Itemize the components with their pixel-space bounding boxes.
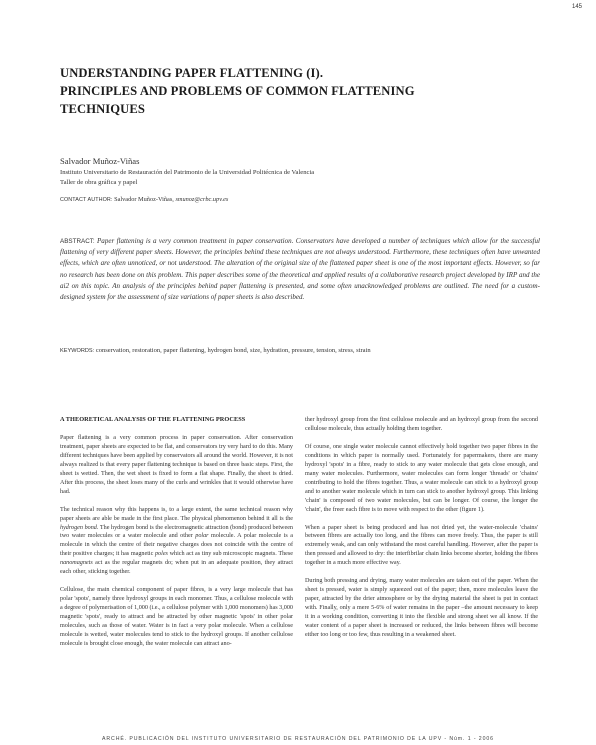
section-heading: A THEORETICAL ANALYSIS OF THE FLATTENING PROCESS <box>60 416 246 423</box>
body-paragraph <box>305 416 538 434</box>
affiliation-line: Instituto Universitario de Restauración del Patrimonio de la Universidad Politécnica de Valencia <box>60 169 315 176</box>
abstract-text: Paper flattening is a very common treatment in paper conservation. Conservators have developed a number of techniques which allow for the successful flattening of very different paper sheets. However, the principles behind these techniques are not always understood. Furthermore, these techniques often have unwanted effects, which are often unnoticed, or not understood. The alteration of the original size of the flattened paper sheet is one of the most important effects. However, so far no research has been done on this problem. This paper describes some of the theoretical and applied results of a collaborative research project developed by IRP and the ai2 on this topic. An analysis of the principles behind paper flattening is presented, and some often unacknowledged problems are outlined. The need for a custom-designed system for the assessment of size variations of paper sheets is also described. <box>60 237 541 302</box>
italic-term: polar <box>195 533 209 540</box>
affiliation-line: Taller de obra gráfica y papel <box>60 178 138 186</box>
paper-title <box>60 64 550 118</box>
body-paragraph <box>60 506 293 578</box>
keywords-label: KEYWORDS: <box>60 348 95 354</box>
paragraph-text: Cellulose, the main chemical component of paper fibres, is a very large molecule that has polar 'spots', namely three hydroxyl groups in each monomer. Thus, a cellulose molecule with a degree of polymerisation of 1,000 (i.e., a cellulose polymer with 1,000 monomers) has 3,000 magnetic 'spots', ready to attract and be attracted by other magnetic 'spots' in other polar molecules, such as those of water. Water is in fact a very polar molecule. When a cellulose molecule is wetted, water molecules tend to stick to the hydroxyl groups. If another cellulose molecule is brought close enough, the water molecule can attract ano- <box>60 587 293 647</box>
contact-label: CONTACT AUTHOR: <box>60 197 113 203</box>
abstract <box>60 236 540 303</box>
contact-email[interactable]: smunoz@crbc.upv.es <box>175 196 229 203</box>
body-paragraph <box>60 434 293 497</box>
paragraph-text: During both pressing and drying, many water molecules are taken out of the paper. When the sheet is pressed, water is simply squeezed out of the paper; then, more molecules leave the paper, attracted by the drier atmosphere or by the drying material the sheet is put in contact with. Finally, only a mere 5-6% of water remains in the paper –the amount necessary to keep it in a working condition, converting it into the flexible and strong sheet we all know. If the water content of a paper sheet is increased or reduced, the links between fibres will become either too long or too few, thus resulting in a weakened sheet. <box>305 578 538 639</box>
paragraph-text: Paper flattening is a very common process in paper conservation. After conservation treatment, paper sheets are expected to be flat, and conservators try very hard to do this. Many different techniques have been applied by conservators all around the world. However, it is not always realized is that every paper flattening technique is based on three basic steps. First, the sheet is wetted. Then, the wet sheet is fixed to form a flat shape. Finally, the sheet is dried. After this process, the sheet loses many of the curls and wrinkles that it would otherwise have had. <box>60 434 293 495</box>
italic-term: poles <box>154 551 168 558</box>
paragraph-text: act as the regular magnets do; when put in an adequate position, they attract each other, sticking together. <box>60 560 293 576</box>
paragraph-text: . The hydrogen bond is the electromagnetic attraction (bond) produced between two water molecules or a water molecule and other <box>60 524 294 540</box>
paragraph-text: ther hydroxyl group from the first cellulose molecule and an hydroxyl group from the second cellulose molecule, thus actually holding them together. <box>305 417 538 432</box>
paragraph-text: The technical reason why this happens is, to a large extent, the same technical reason why paper sheets are able be made in the first place. The physical phenomenon behind it all is the <box>60 506 293 522</box>
keywords-text: conservation, restoration, paper flattening, hydrogen bond, size, hydration, pressure, tension, stress, strain <box>95 347 371 354</box>
title-line: TECHNIQUES <box>60 102 145 116</box>
paragraph-text: When a paper sheet is being produced and has not dried yet, the water-molecule 'chains' between fibres are actually too long, and the fibres can move freely. Thus, the paper is still extremely weak, and can only withstand the most careful handling. However, after the paper is then pressed and allowed to dry: the interfibrilar chain links become shorter, holding the fibres together in a much more effective way. <box>305 524 538 567</box>
body-paragraph <box>305 443 538 515</box>
contact-author <box>60 196 228 203</box>
abstract-label: ABSTRACT: <box>60 238 95 245</box>
keywords <box>60 347 540 354</box>
body-paragraph <box>305 577 538 640</box>
italic-term: hydrogen bond <box>60 524 97 531</box>
body-column-right <box>305 416 538 649</box>
journal-footer: ARCHÉ. PUBLICACIÓN DEL INSTITUTO UNIVERSITARIO DE RESTAURACIÓN DEL PATRIMONIO DE LA UPV - Núm. 1 - 2006 <box>102 736 494 742</box>
author-name: Salvador Muñoz-Viñas <box>60 156 140 166</box>
paragraph-text: which act as tiny sub microscopic magnets. These <box>167 551 293 558</box>
italic-term: nanomagnets <box>60 560 93 567</box>
paragraph-text: molecule. A polar molecule is a molecule in which the centre of their negative charges does not coincide with the centre of their positive charges; it has magnetic <box>60 533 293 558</box>
affiliation <box>60 168 560 187</box>
paragraph-text: Of course, one single water molecule cannot effectively hold together two paper fibres in the conditions in which paper is normally used. Fortunately for papermakers, there are many hydroxyl 'spots' in a fibre, ready to stick to any water molecule that gets close enough, and many water molecules. Furthermore, water molecules can form longer 'threads' or 'chains' contributing to hold the fibres together. Thus, a water molecule can stick to a hydroxyl group and to another water molecule which in turn can stick to another hydroxyl group. This linking 'chain' is composed of two water molecules, but can be longer. Of course, the longer the 'chain', the freer each fibre is to move with respect to the other (figure 1). <box>305 443 538 513</box>
title-line: PRINCIPLES AND PROBLEMS OF COMMON FLATTENING <box>60 84 415 98</box>
title-line: UNDERSTANDING PAPER FLATTENING (I). <box>60 66 324 80</box>
page-number: 145 <box>571 4 582 10</box>
body-column-left <box>60 416 293 658</box>
body-paragraph <box>60 586 293 649</box>
body-paragraph <box>305 524 538 569</box>
contact-name: Salvador Muñoz-Viñas, <box>114 196 174 203</box>
